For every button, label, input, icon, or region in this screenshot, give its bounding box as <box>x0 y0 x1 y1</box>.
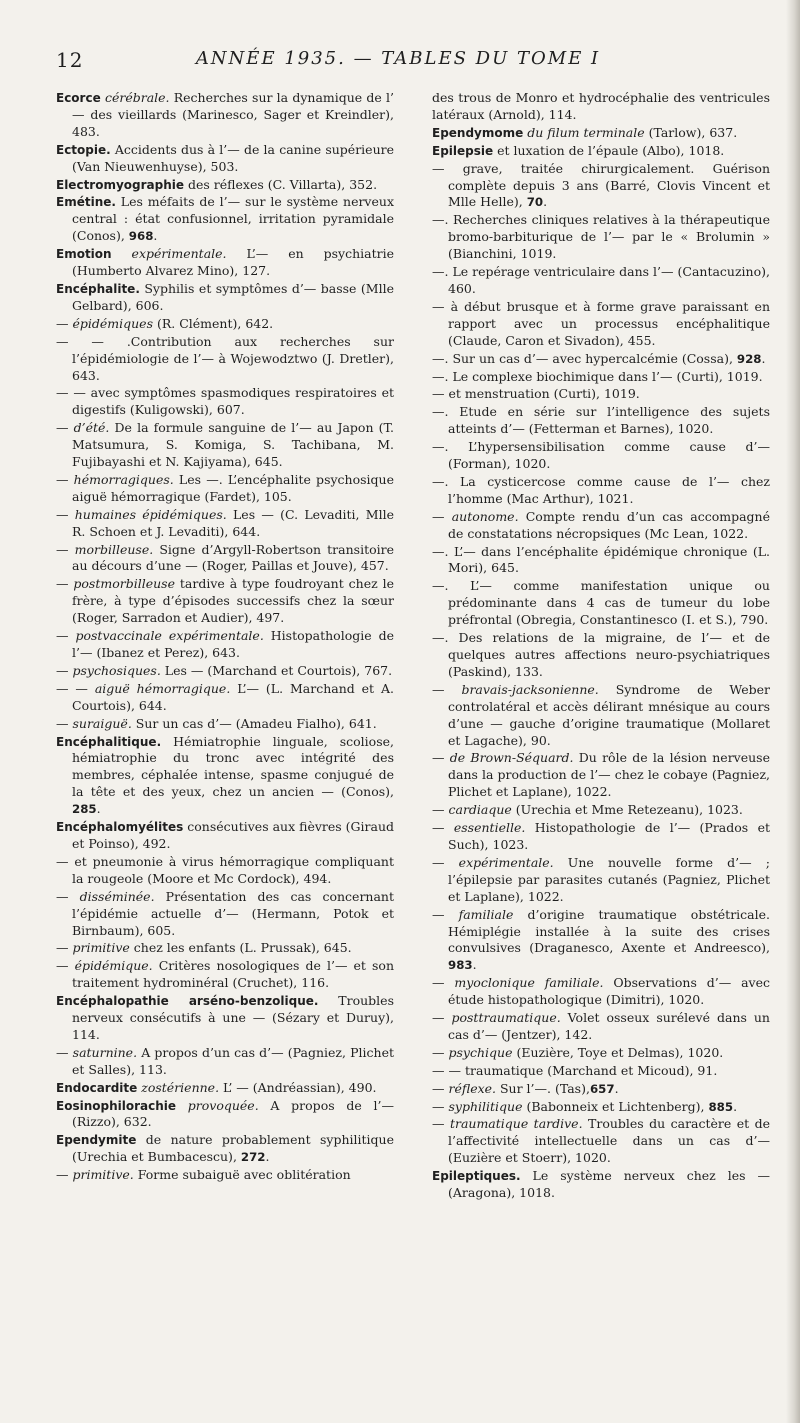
entry-text: — — <box>56 680 95 696</box>
entry-qualifier: postmorbilleuse <box>73 576 175 592</box>
entry-text: —. Le repérage ventriculaire dans l’— (Cantacuzino), 460. <box>432 264 770 296</box>
entry-text: — <box>432 975 455 991</box>
page-reference-bold: 983 <box>448 958 473 973</box>
entry-text: — <box>432 508 452 524</box>
entry-qualifier: épidémiques <box>72 315 153 331</box>
index-subentry <box>56 958 394 992</box>
entry-text: . <box>265 1149 270 1165</box>
index-subentry <box>56 889 394 940</box>
page-edge-shadow <box>786 0 800 1423</box>
index-subentry <box>432 1099 770 1116</box>
entry-text: d’origine traumatique obstétricale. Hémiplégie installée à la suite des crises convulsives (Draganesco, Axente et Andreesco), <box>448 906 770 956</box>
index-subentry <box>432 750 770 801</box>
index-subentry <box>56 681 394 715</box>
entry-qualifier: psychique <box>448 1044 513 1060</box>
entry-text: —. L’— comme manifestation unique ou prédominante dans 4 cas de tumeur du lobe préfrontal (Obregia, Constantinesco (I. et S.), 790. <box>432 578 770 628</box>
entry-text: — <box>56 1044 73 1060</box>
index-subentry <box>432 1045 770 1062</box>
index-subentry <box>56 940 394 957</box>
index-entry <box>56 177 394 194</box>
entry-heading: Emétine. <box>56 195 116 210</box>
entry-text: (Babonneix et Lichtenberg), <box>522 1098 709 1114</box>
entry-text: Recherches sur la dynamique de l’ — des vieillards (Marinesco, Sager et Kreindler), 483. <box>72 90 394 139</box>
page-number: 12 <box>56 48 84 72</box>
entry-text: Histopathologie de l’— (Ibanez et Perez), 643. <box>72 628 394 660</box>
entry-text: — <box>56 541 75 557</box>
index-subentry <box>432 1063 770 1080</box>
entry-text: (Euzière, Toye et Delmas), 1020. <box>512 1044 724 1060</box>
entry-qualifier: bravais-jacksonienne. <box>461 681 599 697</box>
entry-text: — <box>432 1080 449 1096</box>
entry-qualifier: autonome. <box>451 508 519 524</box>
running-head <box>56 48 740 78</box>
index-subentry <box>56 472 394 506</box>
entry-heading: Emotion <box>56 247 112 262</box>
entry-text: — à début brusque et à forme grave paraissant en rapport avec un processus encéphalitique (Claude, Caron et Sivadon), 455. <box>432 298 770 348</box>
entry-text: — <box>432 820 454 836</box>
entry-text: — <box>432 1044 449 1060</box>
entry-text: —. L’hypersensibilisation comme cause d’— (Forman), 1020. <box>432 439 770 472</box>
entry-text: Les méfaits de l’— sur le système nerveux central : état confusionnel, irritation pyramidale (Conos), <box>72 194 394 244</box>
entry-text: — <box>432 802 449 818</box>
entry-heading: Endocardite <box>56 1080 138 1095</box>
index-subentry <box>432 509 770 543</box>
entry-text: Observations d’— avec étude histopathologique (Dimitri), 1020. <box>448 975 770 1008</box>
entry-heading: Ectopie. <box>56 142 111 157</box>
entry-text: — <box>56 662 73 678</box>
entry-text: — <box>56 471 74 487</box>
entry-qualifier: posttraumatique. <box>451 1010 561 1026</box>
index-subentry <box>56 334 394 385</box>
entry-qualifier: postvaccinale expérimentale. <box>75 628 264 644</box>
index-entry <box>56 1080 394 1097</box>
index-subentry <box>432 439 770 473</box>
entry-text: . <box>761 350 766 366</box>
entry-heading: Ependymome <box>432 125 524 140</box>
right-column <box>432 90 770 1203</box>
entry-heading: Encéphalopathie arséno-benzolique. <box>56 994 319 1009</box>
entry-text: — <box>56 940 73 956</box>
page-reference-bold: 885 <box>708 1099 734 1114</box>
index-subentry <box>432 802 770 819</box>
entry-qualifier: du filum terminale <box>523 124 645 140</box>
page-reference-bold: 272 <box>240 1150 266 1165</box>
index-entry <box>56 734 394 819</box>
entry-text: . <box>614 1080 619 1096</box>
index-subentry <box>432 630 770 681</box>
index-subentry <box>432 351 770 368</box>
entry-text: Présentation des cas concernant l’épidémie actuelle d’— (Hermann, Potok et Birnbaum), 605. <box>72 888 394 938</box>
entry-qualifier: suraiguë. <box>72 715 132 731</box>
entry-text: — — traumatique (Marchand et Micoud), 91. <box>432 1062 718 1078</box>
entry-heading: Encéphalomyélites <box>56 820 184 835</box>
entry-text: Sur un cas d’— (Amadeu Fialho), 641. <box>131 715 377 731</box>
entry-text: Une nouvelle forme d’— ; l’épilepsie par parasites cutanés (Pagniez, Plichet et Laplane), 1022. <box>448 854 770 904</box>
entry-text: Critères nosologiques de l’— et son traitement hydrominéral (Cruchet), 116. <box>72 958 394 991</box>
entry-text: — <box>432 750 450 766</box>
entry-text: — et menstruation (Curti), 1019. <box>432 386 640 402</box>
entry-text: L’— en psychiatrie (Humberto Alvarez Mino), 127. <box>72 246 394 279</box>
index-subentry <box>432 212 770 263</box>
entry-qualifier: cardiaque <box>448 802 512 818</box>
entry-text: — <box>56 576 74 592</box>
entry-text: Forme subaiguë avec oblitération <box>133 1167 351 1183</box>
entry-text: Hémiatrophie linguale, scoliose, hémiatrophie du tronc avec intégrité des membres, céphalée intense, spasme conjugué de la tête et des yeux, chez un ancien — (Conos), <box>72 733 394 800</box>
entry-heading: Epilepsie <box>432 143 494 158</box>
index-subentry <box>432 820 770 854</box>
page-reference-bold: 928 <box>736 351 762 366</box>
index-subentry <box>432 386 770 403</box>
entry-text: Les — (Marchand et Courtois), 767. <box>160 662 393 678</box>
index-entry <box>432 125 770 142</box>
entry-text: Syphilis et symptômes d’— basse (Mlle Gelbard), 606. <box>72 280 394 313</box>
index-subentry <box>432 1116 770 1167</box>
entry-text: chez les enfants (L. Prussak), 645. <box>129 940 352 956</box>
index-subentry <box>56 385 394 419</box>
entry-text: — <box>432 1098 449 1114</box>
entry-text: A propos de l’— (Rizzo), 632. <box>72 1097 394 1130</box>
index-subentry <box>56 663 394 680</box>
index-subentry <box>432 975 770 1009</box>
index-subentry <box>432 855 770 906</box>
entry-text: — <box>56 1167 73 1183</box>
index-subentry <box>432 1081 770 1098</box>
entry-text: . <box>733 1098 738 1114</box>
entry-text: Syndrome de Weber controlatéral et accès délirant mnésique au cours d’une — gauche d’origine traumatique (Mollaret et Lagache), 90. <box>448 681 770 748</box>
index-subentry <box>432 544 770 578</box>
index-subentry <box>432 1010 770 1044</box>
entry-text: L’ — (Andréassian), 490. <box>219 1079 377 1095</box>
entry-qualifier: provoquée. <box>176 1097 259 1113</box>
index-entry <box>432 1168 770 1202</box>
entry-qualifier: humaines épidémiques. <box>74 506 227 522</box>
entry-qualifier: expérimentale. <box>111 246 227 262</box>
entry-text: Accidents dus à l’— de la canine supérieure (Van Nieuwenhuyse), 503. <box>72 141 394 174</box>
entry-text: . <box>472 957 477 973</box>
index-subentry <box>432 161 770 212</box>
entry-qualifier: saturnine. <box>72 1044 138 1060</box>
entry-qualifier: morbilleuse. <box>74 541 154 557</box>
entry-qualifier: hémorragiques. <box>73 471 174 487</box>
index-subentry <box>56 542 394 576</box>
entry-text: — <box>56 315 73 331</box>
entry-heading: Electromyographie <box>56 177 185 192</box>
entry-qualifier: aiguë hémorragique. <box>94 680 231 696</box>
entry-text: Les — (C. Levaditi, Mlle R. Schoen et J. Levaditi), 644. <box>72 506 394 539</box>
entry-text: — <box>432 681 462 697</box>
index-entry <box>56 90 394 141</box>
entry-text: Du rôle de la lésion nerveuse dans la production de l’— chez le cobaye (Pagniez, Plichet et Laplane), 1022. <box>448 750 770 800</box>
entry-text: L’— (L. Marchand et A. Courtois), 644. <box>72 680 394 713</box>
entry-qualifier: primitive <box>72 940 130 956</box>
entry-qualifier: myoclonique familiale. <box>454 975 604 991</box>
entry-heading: Eosinophilorachie <box>56 1098 177 1113</box>
entry-qualifier: psychosiques. <box>72 662 161 678</box>
index-subentry <box>432 299 770 350</box>
entry-text: —. Etude en série sur l’intelligence des sujets atteints d’— (Fetterman et Barnes), 1020. <box>432 404 770 437</box>
entry-text: des réflexes (C. Villarta), 352. <box>184 176 378 192</box>
entry-text: —. Le complexe biochimique dans l’— (Curti), 1019. <box>432 368 763 384</box>
index-subentry <box>56 507 394 541</box>
page-reference-bold: 70 <box>526 195 544 210</box>
entry-text: De la formule sanguine de l’— au Japon (T. Matsumura, S. Komiga, S. Tachibana, M. Fujibayashi et N. Kajiyama), 645. <box>72 420 394 470</box>
index-entry <box>432 90 770 124</box>
index-entry <box>56 1132 394 1166</box>
entry-text: Sur l’—. (Tas), <box>496 1080 590 1096</box>
entry-qualifier: cérébrale. <box>100 90 170 105</box>
entry-text: — — avec symptômes spasmodiques respiratoires et digestifs (Kuligowski), 607. <box>56 385 394 418</box>
entry-text: —. La cysticercose comme cause de l’— chez l’homme (Mac Arthur), 1021. <box>432 473 770 506</box>
entry-text: tardive à type foudroyant chez le frère, à type d’épisodes successifs chez la sœur (Roger, Sarradon et Audier), 497. <box>72 576 394 626</box>
entry-text: — <box>56 506 75 522</box>
entry-heading: Encéphalite. <box>56 281 140 296</box>
entry-text: (Urechia et Mme Retezeanu), 1023. <box>511 802 743 818</box>
index-subentry <box>56 576 394 627</box>
index-subentry <box>432 682 770 750</box>
entry-text: Le système nerveux chez les — (Aragona), 1018. <box>448 1168 770 1201</box>
left-column <box>56 90 394 1185</box>
index-entry <box>56 819 394 853</box>
index-subentry <box>56 854 394 888</box>
entry-text: de nature probablement syphilitique (Urechia et Bumbacescu), <box>72 1132 394 1165</box>
entry-text: — <box>432 1010 452 1026</box>
entry-qualifier: réflexe. <box>448 1080 497 1096</box>
entry-text: Volet osseux surélevé dans un cas d’— (Jentzer), 142. <box>448 1010 770 1042</box>
entry-qualifier: épidémique. <box>74 958 153 974</box>
entry-qualifier: disséminée. <box>79 888 155 904</box>
entry-text: Signe d’Argyll-Robertson transitoire au décours d’une — (Roger, Paillas et Jouve), 457. <box>72 541 394 574</box>
entry-text: — <box>56 628 76 644</box>
index-subentry <box>56 628 394 662</box>
index-subentry <box>432 474 770 508</box>
entry-qualifier: expérimentale. <box>458 854 554 870</box>
entry-heading: Epileptiques. <box>432 1169 521 1184</box>
index-subentry <box>432 264 770 298</box>
index-subentry <box>56 716 394 733</box>
entry-qualifier: essentielle. <box>453 820 526 836</box>
entry-text: Troubles nerveux consécutifs à une — (Sézary et Duruy), 114. <box>72 993 394 1042</box>
entry-text: Troubles du caractère et de l’affectivité intellectuelle dans un cas d’— (Euzière et Stoerr), 1020. <box>448 1116 770 1166</box>
index-entry <box>432 143 770 160</box>
index-entry <box>56 246 394 280</box>
entry-qualifier: traumatique tardive. <box>449 1116 583 1132</box>
entry-text: — <box>56 420 74 436</box>
entry-qualifier: syphilitique <box>448 1098 523 1114</box>
entry-qualifier: zostérienne. <box>137 1079 220 1095</box>
entry-text: des trous de Monro et hydrocéphalie des ventricules latéraux (Arnold), 114. <box>432 90 770 122</box>
entry-text: et luxation de l’épaule (Albo), 1018. <box>493 142 725 158</box>
index-subentry <box>56 316 394 333</box>
index-entry <box>56 1098 394 1132</box>
index-subentry <box>56 1167 394 1184</box>
entry-text: (R. Clément), 642. <box>153 315 274 331</box>
entry-text: Les —. L’encéphalite psychosique aiguë hémorragique (Fardet), 105. <box>72 471 394 504</box>
entry-text: —. Recherches cliniques relatives à la thérapeutique bromo-barbiturique de l’— par le « Brolumin » (Bianchini, 1019. <box>432 212 770 262</box>
entry-text: A propos d’un cas d’— (Pagniez, Plichet et Salles), 113. <box>72 1044 394 1077</box>
entry-qualifier: de Brown-Séquard. <box>449 750 574 766</box>
entry-text: — <box>56 958 75 974</box>
page-reference-bold: 657 <box>589 1081 615 1096</box>
entry-text: — grave, traitée chirurgicalement. Guérison complète depuis 3 ans (Barré, Clovis Vincent et Mlle Helle), <box>432 160 770 210</box>
index-subentry <box>432 369 770 386</box>
entry-heading: Encéphalitique. <box>56 734 162 749</box>
page-title: ANNÉE 1935. — TABLES DU TOME I <box>195 48 601 69</box>
page-reference-bold: 968 <box>128 229 154 244</box>
index-subentry <box>56 420 394 471</box>
entry-text: consécutives aux fièvres (Giraud et Poinso), 492. <box>72 819 395 851</box>
index-entry <box>56 194 394 245</box>
entry-text: — <box>432 906 459 922</box>
entry-text: (Tarlow), 637. <box>644 124 738 140</box>
entry-heading: Ependymite <box>56 1133 137 1148</box>
entry-text: — <box>432 1116 450 1132</box>
entry-heading: Ecorce <box>56 91 101 105</box>
index-entry <box>56 993 394 1044</box>
index-subentry <box>432 404 770 438</box>
index-subentry <box>432 578 770 629</box>
entry-text: — et pneumonie à virus hémorragique compliquant la rougeole (Moore et Mc Cordock), 494. <box>56 853 394 886</box>
entry-text: Histopathologie de l’— (Prados et Such), 1023. <box>448 820 770 852</box>
page-reference-bold: 285 <box>72 802 97 817</box>
entry-text: —. Sur un cas d’— avec hypercalcémie (Cossa), <box>432 350 737 366</box>
entry-qualifier: familiale <box>458 906 514 922</box>
entry-qualifier: d’été. <box>73 420 110 436</box>
entry-text: —. Des relations de la migraine, de l’— et de quelques autres affections neuro-psychiatriques (Paskind), 133. <box>432 630 770 679</box>
entry-text: — <box>432 854 459 870</box>
entry-text: Compte rendu d’un cas accompagné de constatations nécropsiques (Mc Lean, 1022. <box>448 508 770 541</box>
entry-text: — <box>56 888 80 904</box>
index-subentry <box>432 907 770 975</box>
entry-qualifier: primitive. <box>72 1167 134 1183</box>
entry-text: . <box>543 194 548 210</box>
index-entry <box>56 142 394 176</box>
entry-text: . <box>96 801 101 817</box>
entry-text: —. L’— dans l’encéphalite épidémique chronique (L. Mori), 645. <box>432 543 770 576</box>
index-entry <box>56 281 394 315</box>
index-subentry <box>56 1045 394 1079</box>
entry-text: — — .Contribution aux recherches sur l’épidémiologie de l’— à Wojewodztwo (J. Dretler), 643. <box>56 333 394 383</box>
entry-text: — <box>56 715 73 731</box>
entry-text: . <box>153 228 158 244</box>
